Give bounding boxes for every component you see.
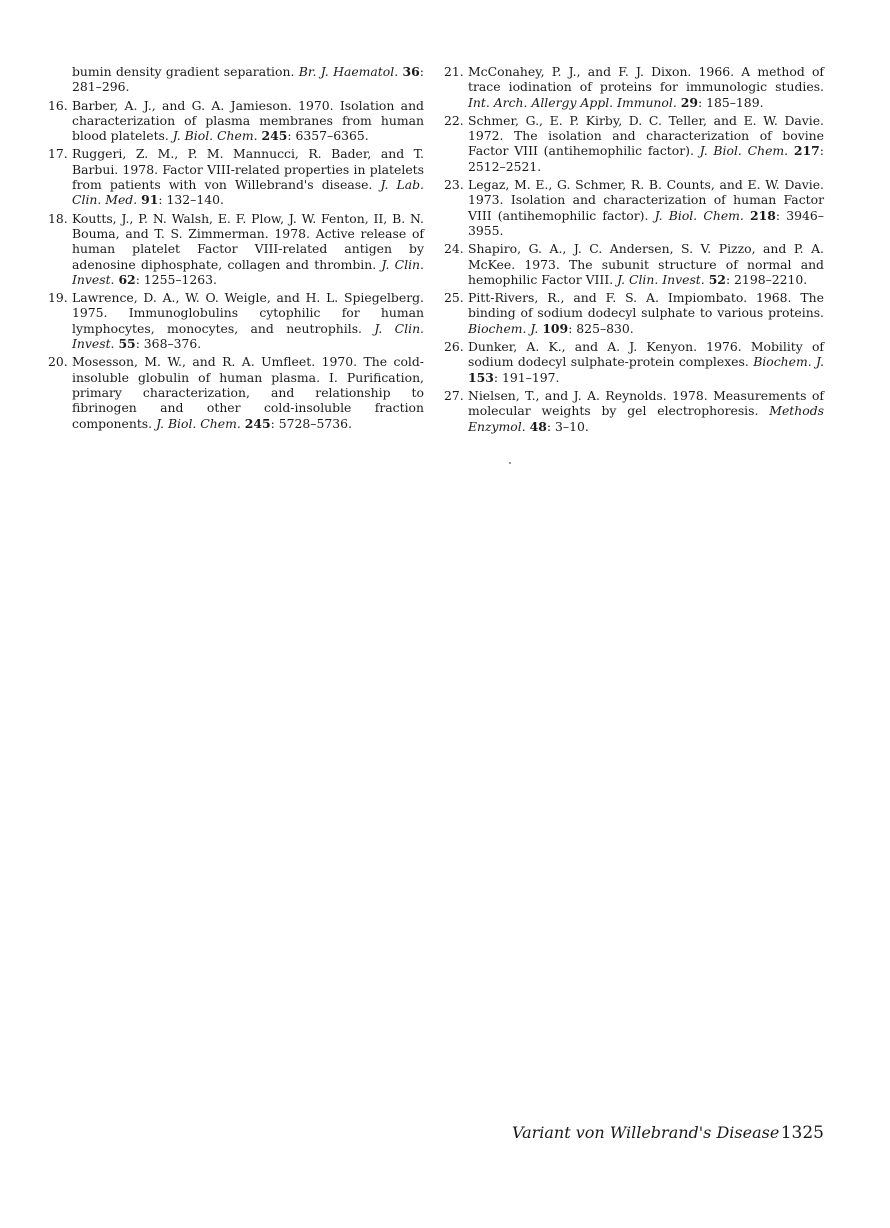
references-right-column bbox=[444, 64, 824, 437]
reference-number: 23. bbox=[444, 177, 464, 193]
reference-entry bbox=[444, 113, 824, 174]
reference-pages: : 132–140. bbox=[158, 192, 224, 208]
reference-text: McConahey, P. J., and F. J. Dixon. 1966. A method of trace iodination of proteins for immunologic studies. bbox=[468, 64, 824, 95]
reference-journal: J. Biol. Chem. bbox=[156, 415, 241, 431]
reference-number: 22. bbox=[444, 112, 464, 128]
reference-volume: 91 bbox=[141, 192, 159, 208]
reference-pages: : 825–830. bbox=[568, 320, 634, 336]
reference-number: 19. bbox=[48, 290, 68, 306]
reference-pages: : 3946–3955. bbox=[468, 207, 824, 238]
reference-pages: : 368–376. bbox=[135, 336, 202, 352]
reference-volume: 217 bbox=[793, 143, 820, 159]
reference-volume: 109 bbox=[542, 320, 569, 336]
reference-text: Ruggeri, Z. M., P. M. Mannucci, R. Bader, and T. Barbui. 1978. Factor VIII-related properties in platelets from patients with von Willebrand's disease. bbox=[72, 146, 424, 193]
reference-entry bbox=[444, 177, 824, 238]
reference-entry bbox=[48, 290, 424, 351]
reference-journal: J. Biol. Chem. bbox=[654, 207, 744, 223]
reference-number: 20. bbox=[48, 354, 68, 370]
reference-text: Shapiro, G. A., J. C. Andersen, S. V. Pizzo, and P. A. McKee. 1973. The subunit structure of normal and hemophilic Factor VIII. bbox=[468, 241, 824, 287]
reference-text: Lawrence, D. A., W. O. Weigle, and H. L. Spiegelberg. 1975. Immunoglobulins cytophilic for human lymphocytes, monocytes, and neutrophils. bbox=[72, 290, 424, 336]
reference-journal: J. Clin. Invest. bbox=[72, 320, 424, 352]
reference-text: Schmer, G., E. P. Kirby, D. C. Teller, and E. W. Davie. 1972. The isolation and characterization of bovine Factor VIII (antihemophilic factor). bbox=[468, 112, 824, 159]
reference-volume: 245 bbox=[244, 415, 271, 431]
reference-pages: : 5728–5736. bbox=[270, 415, 352, 431]
reference-pages: : 3–10. bbox=[546, 418, 589, 434]
reference-journal: J. Clin. Invest. bbox=[617, 271, 705, 287]
references-left-column bbox=[48, 64, 424, 434]
reference-number: 24. bbox=[444, 241, 464, 257]
reference-entry bbox=[48, 98, 424, 144]
reference-entry bbox=[48, 211, 424, 287]
reference-pages: : 1255–1263. bbox=[135, 271, 218, 287]
reference-volume: 153 bbox=[468, 369, 494, 385]
reference-volume: 55 bbox=[118, 336, 136, 352]
reference-journal: Biochem. J. bbox=[753, 354, 824, 370]
scan-speck bbox=[509, 462, 511, 464]
reference-journal: Biochem. J. bbox=[468, 320, 539, 336]
reference-entry bbox=[444, 388, 824, 434]
reference-journal: Br. J. Haematol. bbox=[298, 64, 399, 79]
reference-text: Legaz, M. E., G. Schmer, R. B. Counts, and E. W. Davie. 1973. Isolation and characterization of human Factor VIII (antihemophilic factor). bbox=[468, 177, 824, 223]
reference-number: 21. bbox=[444, 64, 464, 79]
reference-number: 27. bbox=[444, 387, 464, 403]
reference-text: Koutts, J., P. N. Walsh, E. F. Plow, J. W. Fenton, II, B. N. Bouma, and T. S. Zimmerman. 1978. Active release of human platelet Factor VIII-related antigen by adenosine diphosphate, collagen and thrombin. bbox=[72, 210, 424, 272]
reference-pages: : 191–197. bbox=[493, 369, 560, 385]
reference-pages: : 281–296. bbox=[72, 64, 424, 95]
reference-text: Dunker, A. K., and A. J. Kenyon. 1976. Mobility of sodium dodecyl sulphate-protein complexes. bbox=[468, 339, 824, 370]
reference-number: 18. bbox=[48, 210, 68, 226]
reference-entry bbox=[444, 64, 824, 110]
reference-pages: : 6357–6365. bbox=[287, 128, 369, 144]
reference-entry bbox=[48, 64, 424, 95]
reference-text: Nielsen, T., and J. A. Reynolds. 1978. Measurements of molecular weights by gel electrophoresis. bbox=[468, 387, 824, 419]
page-footer bbox=[512, 1123, 824, 1143]
reference-text: Mosesson, M. W., and R. A. Umfleet. 1970. The cold-insoluble globulin of human plasma. I. Purification, primary characterization, and relationship to fibrinogen and other cold-insoluble fraction components. bbox=[72, 354, 424, 431]
reference-volume: 48 bbox=[529, 418, 547, 434]
reference-entry bbox=[444, 241, 824, 287]
reference-entry bbox=[48, 146, 424, 207]
reference-pages: : 2512–2521. bbox=[468, 143, 824, 174]
page-number: 1325 bbox=[780, 1123, 824, 1143]
reference-text: Barber, A. J., and G. A. Jamieson. 1970. Isolation and characterization of plasma membranes from human blood platelets. bbox=[72, 97, 424, 144]
reference-pages: : 2198–2210. bbox=[725, 271, 808, 287]
reference-pages: : 185–189. bbox=[697, 94, 764, 110]
reference-journal: J. Lab. Clin. Med. bbox=[72, 177, 424, 208]
reference-volume: 245 bbox=[261, 128, 288, 144]
reference-volume: 29 bbox=[680, 94, 698, 110]
reference-volume: 52 bbox=[708, 271, 726, 287]
reference-number: 26. bbox=[444, 339, 464, 355]
reference-entry bbox=[444, 290, 824, 336]
reference-entry bbox=[48, 354, 424, 430]
reference-journal: J. Biol. Chem. bbox=[699, 143, 789, 159]
reference-volume: 218 bbox=[750, 207, 776, 223]
reference-journal: J. Clin. Invest. bbox=[72, 256, 424, 287]
reference-journal: J. Biol. Chem. bbox=[172, 128, 258, 144]
reference-text: Pitt-Rivers, R., and F. S. A. Impiombato. 1968. The binding of sodium dodecyl sulphate to various proteins. bbox=[468, 290, 824, 321]
reference-number: 17. bbox=[48, 146, 68, 162]
reference-journal: Methods Enzymol. bbox=[468, 403, 824, 434]
reference-journal: Int. Arch. Allergy Appl. Immunol. bbox=[468, 94, 677, 110]
reference-volume: 36 bbox=[402, 64, 420, 79]
reference-number: 16. bbox=[48, 97, 68, 113]
reference-text: bumin density gradient separation. bbox=[72, 64, 299, 79]
reference-number: 25. bbox=[444, 290, 464, 306]
reference-entry bbox=[444, 339, 824, 385]
reference-volume: 62 bbox=[118, 271, 136, 287]
running-title: Variant von Willebrand's Disease bbox=[512, 1123, 780, 1142]
